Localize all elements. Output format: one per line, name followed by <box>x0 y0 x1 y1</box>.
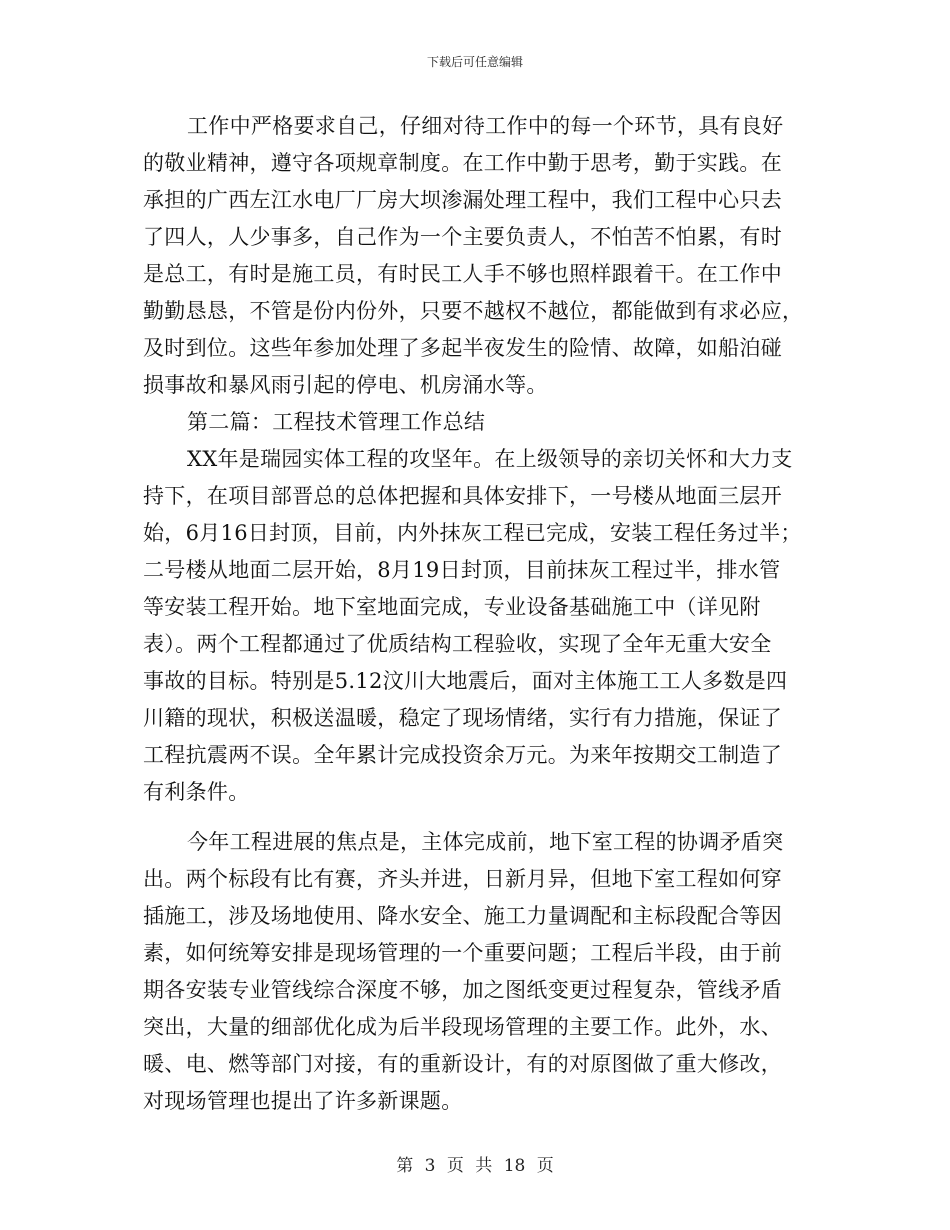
text-line: 了四人，人少事多，自己作为一个主要负责人，不怕苦不怕累，有时 <box>143 225 782 249</box>
text-line: 川籍的现状，积极送温暖，稳定了现场情绪，实行有力措施，保证了 <box>143 706 782 730</box>
text-line: 期各安装专业管线综合深度不够，加之图纸变更过程复杂，管线矛盾 <box>143 978 782 1002</box>
text-line: 插施工，涉及场地使用、降水安全、施工力量调配和主标段配合等因 <box>143 904 782 928</box>
text-line: 事故的目标。特别是5.12汶川大地震后，面对主体施工工人多数是四 <box>143 669 788 693</box>
text-line: 工作中严格要求自己，仔细对待工作中的每一个环节，具有良好 <box>187 114 784 138</box>
text-line: 暖、电、燃等部门对接，有的重新设计，有的对原图做了重大修改， <box>143 1052 782 1076</box>
heading-text: 第二篇：工程技术管理工作总结 <box>187 410 486 434</box>
text-line: 承担的广西左江水电厂厂房大坝渗漏处理工程中，我们工程中心只去 <box>143 188 782 212</box>
text-line: 工程抗震两不误。全年累计完成投资余万元。为来年按期交工制造了 <box>143 743 782 767</box>
text-line: 对现场管理也提出了许多新课题。 <box>143 1089 463 1113</box>
page-header: 下载后可任意编辑 <box>426 55 523 69</box>
text-line: XX年是瑞园实体工程的攻坚年。在上级领导的亲切关怀和大力支 <box>187 447 793 471</box>
page-number-footer: 第 3 页 共 18 页 <box>396 1156 554 1176</box>
text-line: 持下，在项目部晋总的总体把握和具体安排下，一号楼从地面三层开 <box>143 484 782 508</box>
text-line: 勤勤恳恳，不管是份内份外，只要不越权不越位，都能做到有求必应， <box>143 299 804 323</box>
text-line: 有利条件。 <box>143 780 250 804</box>
text-line: 始，6月16日封顶，目前，内外抹灰工程已完成，安装工程任务过半； <box>143 521 802 545</box>
text-line: 突出，大量的细部优化成为后半段现场管理的主要工作。此外，水、 <box>143 1015 782 1039</box>
text-line: 二号楼从地面二层开始，8月19日封顶，目前抹灰工程过半，排水管 <box>143 558 781 582</box>
text-line: 及时到位。这些年参加处理了多起半夜发生的险情、故障，如船泊碰 <box>143 336 782 360</box>
text-line: 今年工程进展的焦点是，主体完成前，地下室工程的协调矛盾突 <box>187 830 784 854</box>
paragraph-yearly-summary <box>143 441 809 811</box>
text-line: 是总工，有时是施工员，有时民工人手不够也照样跟着干。在工作中 <box>143 262 782 286</box>
text-line: 素，如何统筹安排是现场管理的一个重要问题；工程后半段，由于前 <box>143 941 782 965</box>
text-line: 出。两个标段有比有赛，齐头并进，日新月异，但地下室工程如何穿 <box>143 867 782 891</box>
paragraph-progress-focus <box>143 824 809 1120</box>
text-line: 表）。两个工程都通过了优质结构工程验收，实现了全年无重大安全 <box>143 632 772 656</box>
text-line: 的敬业精神，遵守各项规章制度。在工作中勤于思考，勤于实践。在 <box>143 151 782 175</box>
paragraph-work-attitude <box>143 108 809 404</box>
text-line: 等安装工程开始。地下室地面完成，专业设备基础施工中（详见附 <box>143 595 761 619</box>
text-line: 损事故和暴风雨引起的停电、机房涌水等。 <box>143 373 548 397</box>
document-body <box>143 108 809 1120</box>
section-heading <box>143 404 809 441</box>
